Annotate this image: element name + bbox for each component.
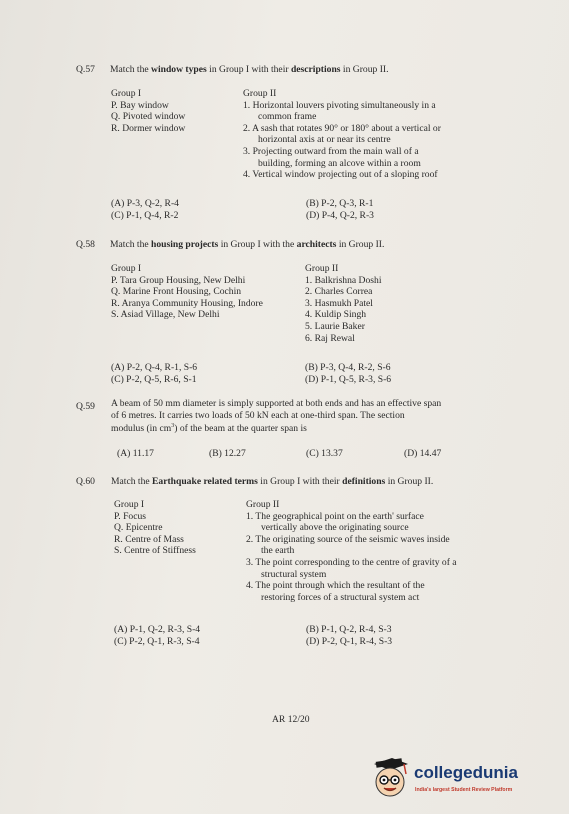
group-heading: Group I [114,499,145,510]
collegedunia-logo [370,756,524,802]
list-item: 4. Vertical window projecting out of a sloping roof [243,169,438,181]
group2-column [305,263,381,344]
group-heading: Group II [246,499,280,510]
question-prompt: Match the Earthquake related terms in Group I with their definitions in Group II. [111,476,434,487]
logo-wordmark: collegedunia [414,763,518,782]
list-item: P. Focus [114,510,146,522]
page-footer: AR 12/20 [272,714,310,725]
group2-column [246,499,457,603]
list-item: R. Aranya Community Housing, Indore [111,297,263,309]
list-item-cont: the earth [261,545,295,557]
list-item-cont: restoring forces of a structural system act [261,591,420,603]
option: (A) 11.17 [117,448,154,459]
list-item: 5. Laurie Baker [305,320,365,332]
list-item: 4. Kuldip Singh [305,309,367,321]
list-item-cont: vertically above the originating source [261,522,409,534]
group2-column [243,88,441,181]
list-item-cont: common frame [258,111,317,123]
option: (C) P-2, Q-1, R-3, S-4 [114,636,200,647]
option: (D) P-4, Q-2, R-3 [306,210,374,221]
group-heading: Group I [111,263,142,274]
option: (C) P-1, Q-4, R-2 [111,210,179,221]
option: (B) P-1, Q-2, R-4, S-3 [306,624,392,635]
list-item: R. Dormer window [111,122,186,134]
list-item: 1. The geographical point on the earth' surface [246,510,424,522]
option: (C) 13.37 [306,448,343,459]
list-item: P. Bay window [111,99,169,111]
question-number: Q.60 [76,476,95,487]
list-item: P. Tara Group Housing, New Delhi [111,274,246,286]
group-heading: Group I [111,88,142,99]
list-item-cont: structural system [261,568,327,580]
option: (A) P-2, Q-4, R-1, S-6 [111,362,198,373]
question-prompt: Match the housing projects in Group I with the architects in Group II. [110,239,385,250]
question-number: Q.59 [76,401,95,412]
question-prompt: Match the window types in Group I with their descriptions in Group II. [110,64,389,75]
list-item: Q. Marine Front Housing, Cochin [111,286,242,298]
list-item: 3. The point corresponding to the centre of gravity of a [246,556,457,568]
prompt-line: A beam of 50 mm diameter is simply supported at both ends and has an effective span [111,398,442,409]
question-prompt [111,398,441,435]
list-item-cont: building, forming an alcove within a room [258,157,421,169]
logo-tagline: India's largest Student Review Platform [415,787,513,793]
prompt-line: modulus (in $cm^3$) of the beam at the quarter span is [111,423,307,435]
group1-column [111,263,263,321]
group1-column [114,499,196,557]
list-item: 2. A sash that rotates 90° or 180° about a vertical or [243,122,441,134]
list-item: 1. Horizontal louvers pivoting simultaneously in a [243,99,436,111]
list-item: Q. Pivoted window [111,111,186,123]
list-item: 3. Projecting outward from the main wall of a [243,145,419,157]
option: (A) P-1, Q-2, R-3, S-4 [114,624,201,635]
option: (B) P-3, Q-4, R-2, S-6 [305,362,391,373]
list-item: 6. Raj Rewal [305,332,355,344]
prompt-line: of 6 metres. It carries two loads of 50 kN each at one-third span. The section [111,409,405,421]
list-item: R. Centre of Mass [114,533,184,545]
group-heading: Group II [305,263,339,274]
list-item: S. Centre of Stiffness [114,545,196,557]
option: (B) P-2, Q-3, R-1 [306,198,374,209]
question-number: Q.57 [76,64,95,75]
option: (D) P-1, Q-5, R-3, S-6 [305,374,392,385]
option: (D) 14.47 [404,448,442,459]
option: (A) P-3, Q-2, R-4 [111,198,179,209]
list-item: S. Asiad Village, New Delhi [111,309,220,321]
group-heading: Group II [243,88,277,99]
option: (C) P-2, Q-5, R-6, S-1 [111,374,197,385]
list-item: 4. The point through which the resultant of the [246,580,425,592]
option: (B) 12.27 [209,448,246,459]
list-item: 2. The originating source of the seismic waves inside [246,533,450,545]
mascot-icon [370,756,412,802]
list-item-cont: horizontal axis at or near its centre [258,134,391,146]
list-item: 2. Charles Correa [305,286,373,298]
list-item: Q. Epicentre [114,522,163,534]
list-item: 3. Hasmukh Patel [305,297,373,309]
question-number: Q.58 [76,239,95,250]
list-item: 1. Balkrishna Doshi [305,274,382,286]
option: (D) P-2, Q-1, R-4, S-3 [306,636,393,647]
group1-column [111,88,185,134]
